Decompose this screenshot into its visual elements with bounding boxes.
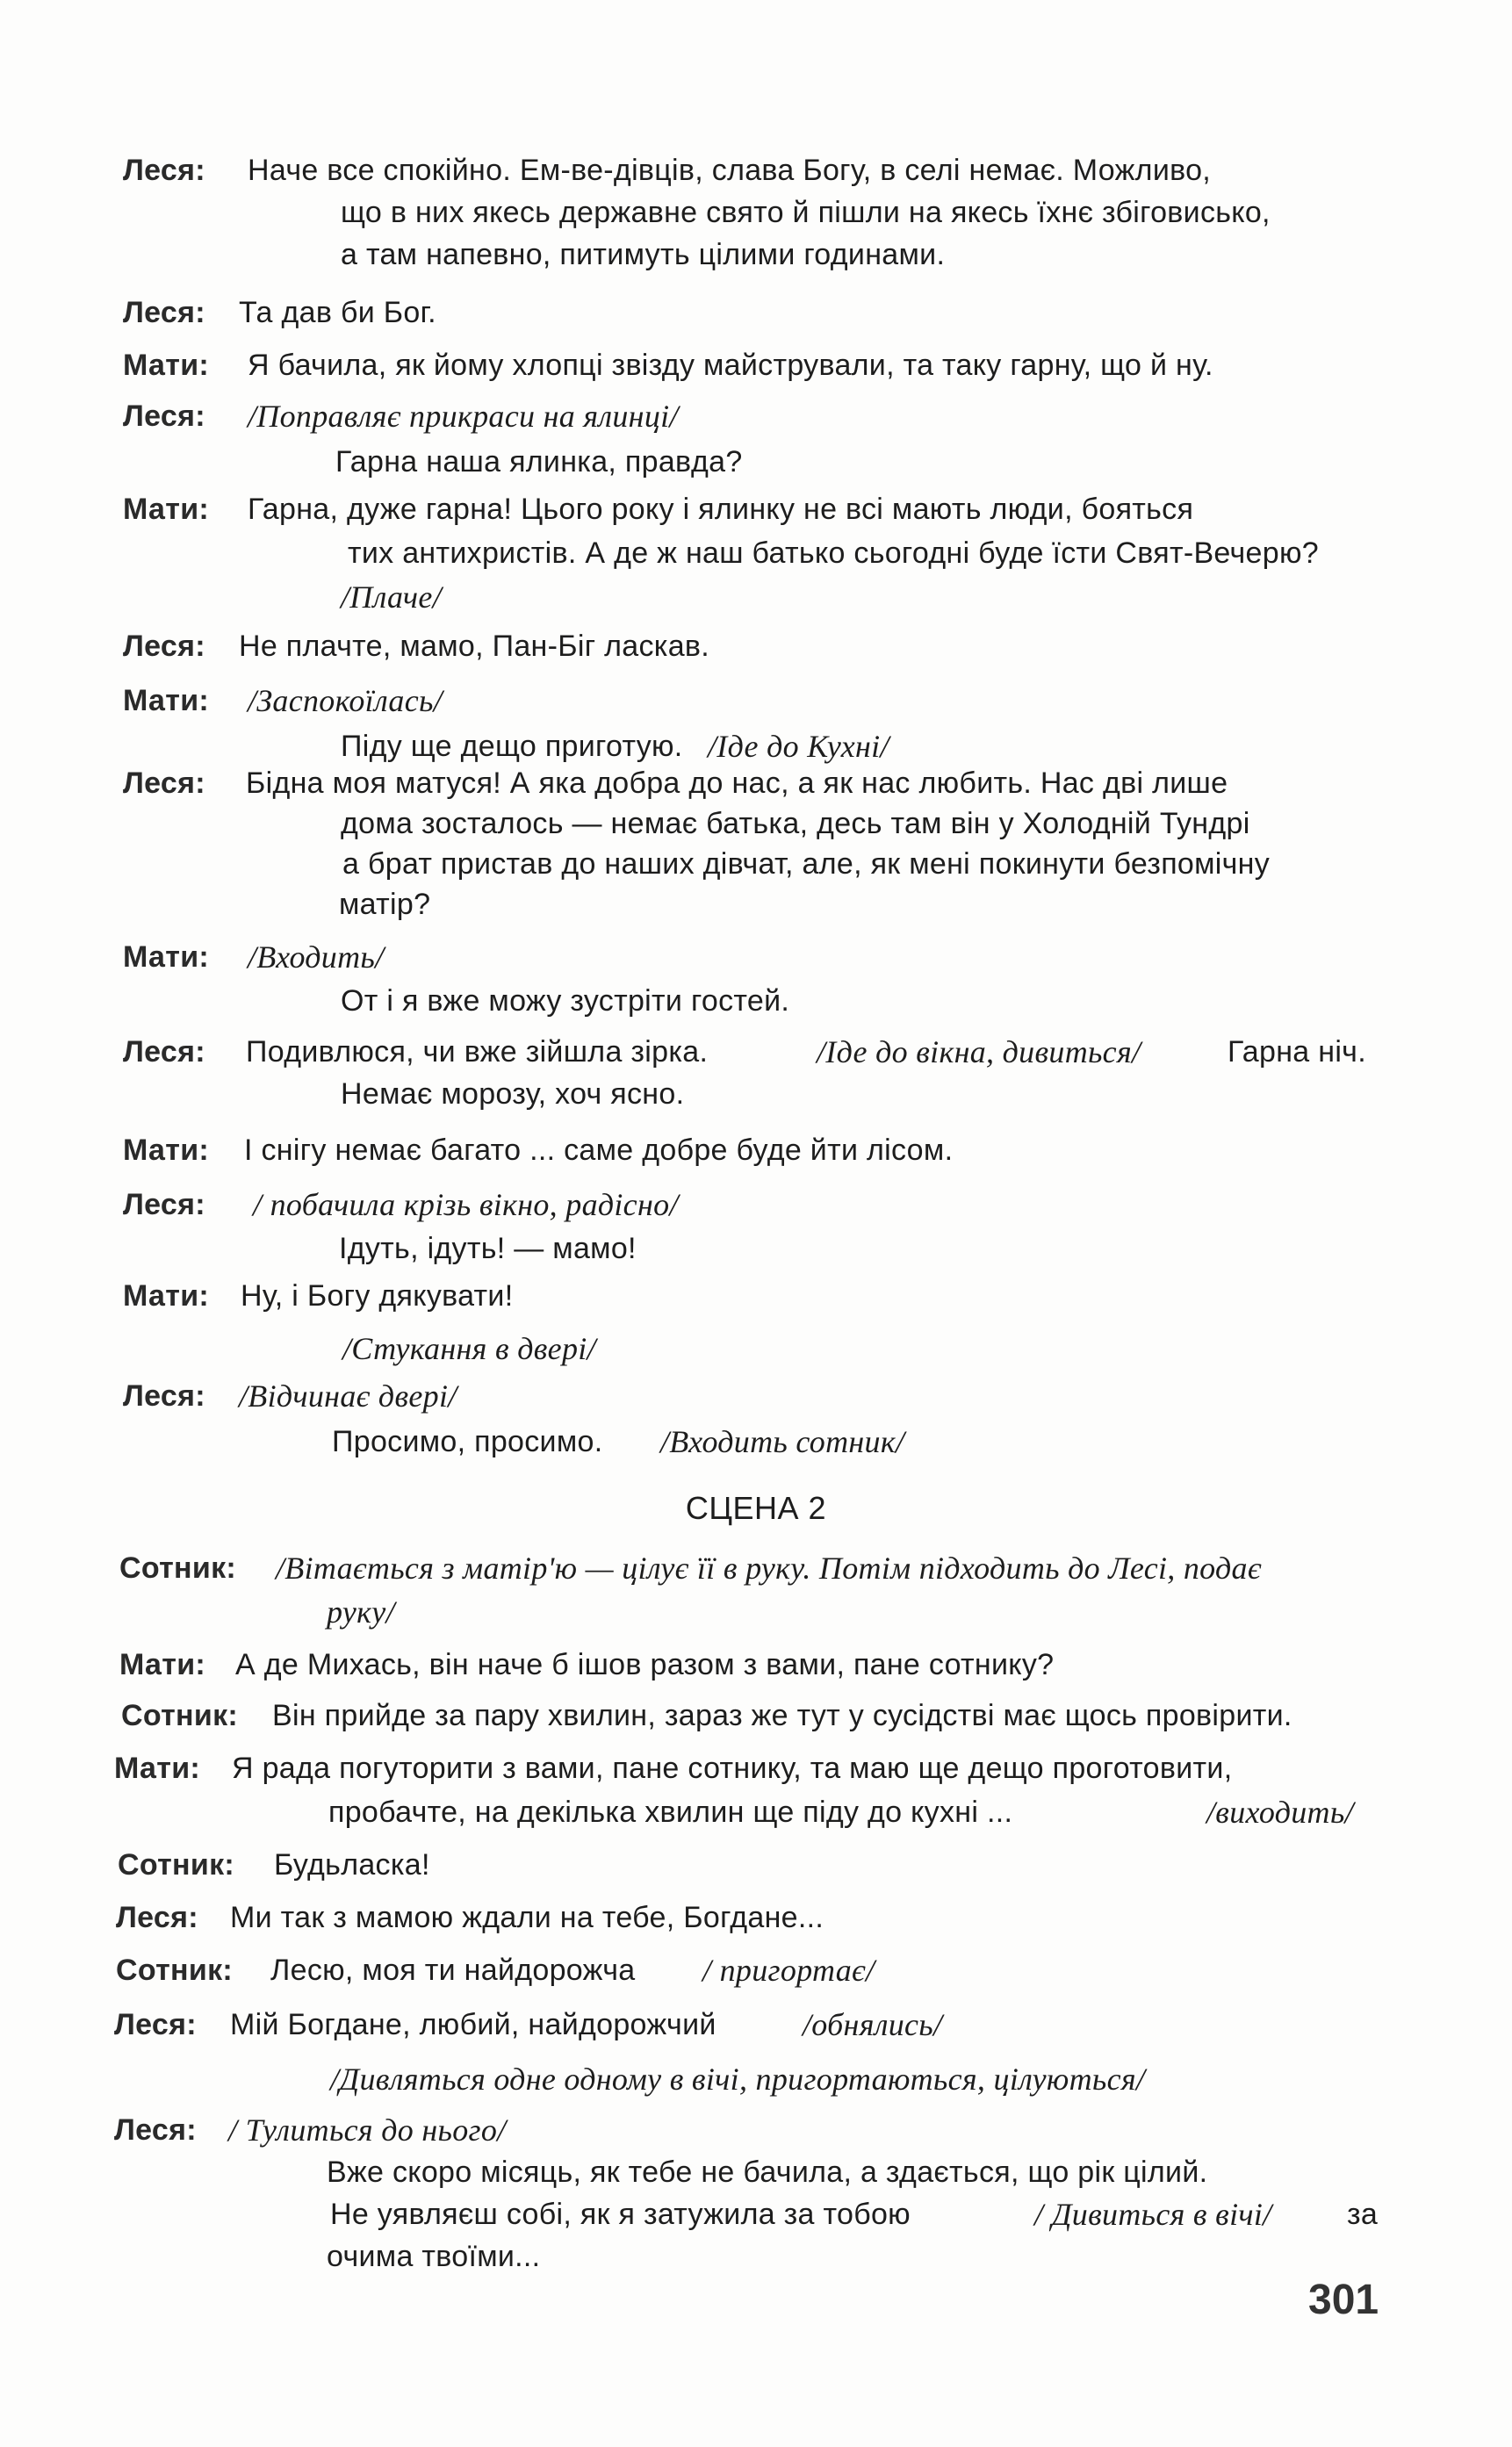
speaker-label: Сотник: bbox=[119, 1551, 237, 1585]
speaker-label: Леся: bbox=[114, 2008, 197, 2041]
stage-direction: /Поправляє прикраси на ялинці/ bbox=[248, 399, 679, 434]
dialogue-text: Вже скоро місяць, як тебе не бачила, а здається, що рік цілий. bbox=[327, 2156, 1208, 2189]
dialogue-text: Лесю, моя ти найдорожча bbox=[270, 1954, 636, 1987]
dialogue-text: Гарна наша ялинка, правда? bbox=[335, 445, 743, 479]
stage-direction: / пригортає/ bbox=[702, 1953, 875, 1988]
speaker-label: Леся: bbox=[123, 399, 205, 433]
dialogue-text: а там напевно, питимуть цілими годинами. bbox=[341, 238, 946, 271]
dialogue-text: Бідна моя матуся! А яка добра до нас, а як нас любить. Нас дві лише bbox=[246, 766, 1228, 800]
dialogue-text: Не плачте, мамо, Пан-Біг ласкав. bbox=[239, 630, 710, 663]
stage-direction: / Тулиться до нього/ bbox=[228, 2112, 507, 2148]
stage-direction: / побачила крізь вікно, радісно/ bbox=[253, 1187, 679, 1222]
speaker-label: Леся: bbox=[123, 1188, 205, 1221]
speaker-label: Мати: bbox=[123, 684, 210, 717]
page-number: 301 bbox=[1308, 2277, 1379, 2323]
speaker-label: Мати: bbox=[123, 1134, 210, 1167]
dialogue-text: очима твоїми... bbox=[327, 2240, 541, 2273]
stage-direction: /Заспокоїлась/ bbox=[248, 683, 443, 718]
dialogue-text: Просимо, просимо. bbox=[332, 1425, 603, 1458]
speaker-label: Мати: bbox=[114, 1752, 201, 1785]
speaker-label: Леся: bbox=[123, 630, 205, 663]
dialogue-text: Я рада погуторити з вами, пане сотнику, та маю ще дещо проготовити, bbox=[232, 1752, 1233, 1785]
speaker-label: Мати: bbox=[123, 1279, 210, 1313]
speaker-label: Леся: bbox=[116, 1901, 198, 1934]
dialogue-text: Гарна ніч. bbox=[1228, 1035, 1366, 1069]
dialogue-text: Та дав би Бог. bbox=[239, 296, 436, 329]
stage-direction: /Входить сотник/ bbox=[660, 1424, 905, 1459]
stage-direction: /Відчинає двері/ bbox=[239, 1378, 457, 1414]
stage-direction: руку/ bbox=[327, 1594, 395, 1630]
stage-direction: /Іде до Кухні/ bbox=[708, 729, 889, 764]
speaker-label: Леся: bbox=[123, 296, 205, 329]
dialogue-text: Гарна, дуже гарна! Цього року і ялинку не всі мають люди, бояться bbox=[248, 493, 1194, 526]
dialogue-text: дома зосталось — немає батька, десь там він у Холодній Тундрі bbox=[341, 807, 1250, 840]
speaker-label: Сотник: bbox=[118, 1848, 235, 1882]
speaker-label: Сотник: bbox=[116, 1954, 234, 1987]
dialogue-text: Я бачила, як йому хлопці звізду майстрували, та таку гарну, що й ну. bbox=[248, 349, 1213, 382]
speaker-label: Леся: bbox=[123, 154, 205, 187]
stage-direction: /Стукання в двері/ bbox=[342, 1331, 596, 1366]
speaker-label: Мати: bbox=[119, 1648, 206, 1681]
dialogue-text: А де Михась, він наче б ішов разом з вами, пане сотнику? bbox=[235, 1648, 1055, 1681]
dialogue-text: Ми так з мамою ждали на тебе, Богдане... bbox=[230, 1901, 824, 1934]
dialogue-text: От і я вже можу зустріти гостей. bbox=[341, 984, 790, 1018]
stage-direction: /Входить/ bbox=[248, 939, 385, 975]
speaker-label: Леся: bbox=[123, 1379, 205, 1413]
scene-heading: СЦЕНА 2 bbox=[685, 1490, 827, 1526]
dialogue-text: Немає морозу, хоч ясно. bbox=[341, 1077, 685, 1111]
speaker-label: Сотник: bbox=[121, 1699, 239, 1732]
speaker-label: Мати: bbox=[123, 349, 210, 382]
dialogue-text: Ідуть, ідуть! — мамо! bbox=[339, 1232, 637, 1265]
dialogue-text: Не уявляєш собі, як я затужила за тобою bbox=[330, 2198, 911, 2231]
stage-direction: /виходить/ bbox=[1206, 1795, 1354, 1830]
stage-direction: /Дивляться одне одному в вічі, пригортаються, цілуються/ bbox=[330, 2062, 1146, 2097]
speaker-label: Леся: bbox=[123, 766, 205, 800]
dialogue-text: І снігу немає багато ... саме добре буде йти лісом. bbox=[244, 1134, 954, 1167]
dialogue-text: матір? bbox=[339, 888, 431, 921]
dialogue-text: тих антихристів. А де ж наш батько сьогодні буде їсти Свят-Вечерю? bbox=[348, 536, 1319, 570]
dialogue-text: Ну, і Богу дякувати! bbox=[241, 1279, 514, 1313]
dialogue-text: Піду ще дещо приготую. bbox=[341, 730, 683, 763]
stage-direction: /Іде до вікна, дивиться/ bbox=[817, 1034, 1141, 1069]
dialogue-text: за bbox=[1347, 2198, 1379, 2231]
stage-direction: /Плаче/ bbox=[341, 579, 442, 615]
stage-direction: /обнялись/ bbox=[803, 2007, 943, 2042]
dialogue-text: Подивлюся, чи вже зійшла зірка. bbox=[246, 1035, 709, 1069]
stage-direction: /Вітається з матір'ю — цілує її в руку. Потім підходить до Лесі, подає bbox=[276, 1551, 1262, 1586]
dialogue-text: Він прийде за пару хвилин, зараз же тут у сусідстві має щось провірити. bbox=[272, 1699, 1292, 1732]
dialogue-text: що в них якесь державне свято й пішли на якесь їхнє збіговисько, bbox=[341, 196, 1271, 229]
speaker-label: Мати: bbox=[123, 940, 210, 974]
dialogue-text: Наче все спокійно. Ем-ве-дівців, слава Богу, в селі немає. Можливо, bbox=[248, 154, 1212, 187]
dialogue-text: пробачте, на декілька хвилин ще піду до кухні ... bbox=[328, 1796, 1013, 1829]
dialogue-text: Будьласка! bbox=[274, 1848, 430, 1882]
stage-direction: / Дивиться в вічі/ bbox=[1034, 2197, 1272, 2232]
speaker-label: Леся: bbox=[123, 1035, 205, 1069]
dialogue-text: а брат пристав до наших дівчат, але, як мені покинути безпомічну bbox=[342, 847, 1271, 881]
speaker-label: Леся: bbox=[114, 2113, 197, 2147]
speaker-label: Мати: bbox=[123, 493, 210, 526]
dialogue-text: Мій Богдане, любий, найдорожчий bbox=[230, 2008, 716, 2041]
